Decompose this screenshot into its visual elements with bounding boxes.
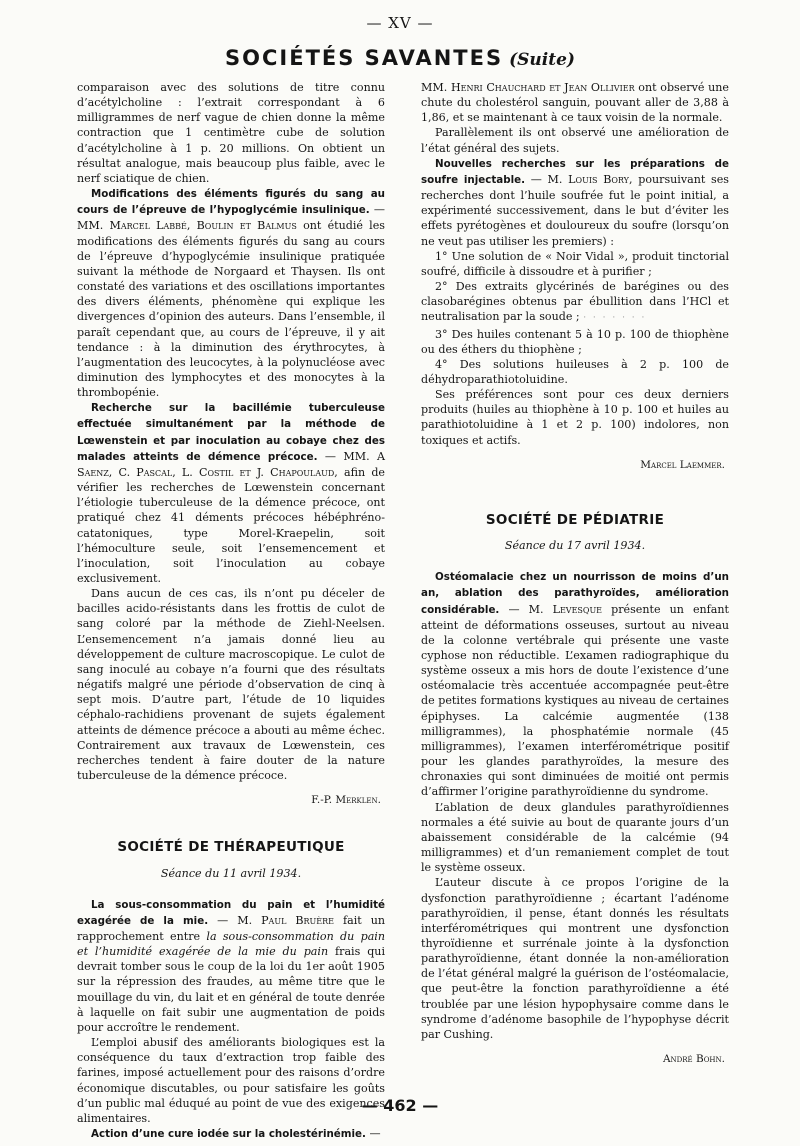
article-heading: Action d’une cure iodée sur la cholestérinémie. <box>91 1128 366 1140</box>
list-item: 3° Des huiles contenant 5 à 10 p. 100 de thiophène ou des éthers du thiophène ; <box>421 327 729 356</box>
paragraph <box>77 897 385 1035</box>
paragraph <box>77 186 385 400</box>
author-names: Henri Chauchard et Jean Ollivier <box>450 81 635 94</box>
paragraph-text: ont étudié les modifications des éléments figurés du sang au cours de l’épreuve d’hypoglycémie insulinique pratiquée suivant la méthode de Norgaard et Thaysen. Ils ont constaté des variations et des oscillations importantes des divers éléments, phénomène qui explique les divergences d’opinion des auteurs. Dans l’ensemble, il paraît cependant que, au cours de l’épreuve, il y ait tendance : à la diminution des érythrocytes, à l’augmentation des leucocytes, à la polynucléose avec diminution des lymphocytes et des monocytes à la thrombopénie. <box>77 219 385 400</box>
paragraph-text: MM. <box>421 81 451 94</box>
paragraph <box>77 1126 385 1142</box>
author-names: — M. Levesque <box>508 602 603 616</box>
running-head-suite: (Suite) <box>509 50 575 70</box>
signature: Marcel Laemmer. <box>640 458 725 471</box>
paragraph-text: afin de vérifier les recherches de Lœwenstein concernant l’étiologie tuberculeuse de la démence précoce, ont pratiqué chez 41 déments précoces hébéphréno-catatoniques, type Morel-Kraepelin, soit l’hémoculture seule, soit l’ensemencement et l’inoculation, soit l’inoculation au cobaye exclusivement. <box>77 465 386 585</box>
author-names: — M. Louis Bory, <box>530 172 633 186</box>
list-item: 1° Une solution de « Noir Vidal », produit tinctorial soufré, difficile à dissoudre et à purifier ; <box>421 249 729 278</box>
list-item: 4° Des solutions huileuses à 2 p. 100 de déhydroparathiotoluidine. <box>421 357 729 386</box>
right-column <box>421 80 729 1067</box>
paragraph-text: ont observé une chute du cholestérol sanguin, pouvant aller de 3,88 à 1,86, et se maintenant à ce taux voisin de la normale. <box>421 81 729 125</box>
paragraph-text: frais qui devrait tomber sous le coup de la loi du 1er août 1905 sur la répression des fraudes, au même titre que le mouillage du vin, du lait et en général de toute denrée à laquelle on fait subir une augmentation de poids pour accroître le rendement. <box>77 945 385 1034</box>
article-heading: La sous-consommation du pain et l’humidité exagérée de la mie. <box>77 898 385 927</box>
paragraph: comparaison avec des solutions de titre connu d’acétylcholine : l’extrait correspondant à 6 milligrammes de nerf vague de chien donne la même contraction que 1 centimètre cube de solution d’acétylcholine à 1 p. 20 millions. On obtient un résultat analogue, mais beaucoup plus faible, avec le nerf sciatique de chien. <box>77 81 385 185</box>
paragraph: L’emploi abusif des améliorants biologiques est la conséquence du taux d’extraction trop faible des farines, imposé actuellement pour des raisons d’ordre économique discutables, ou pour satisfaire les goûts d’un public mal éduqué au point de vue des exigences alimentaires. <box>77 1036 385 1125</box>
article-heading: Modifications des éléments figurés du sang au cours de l’épreuve de l’hypoglycémie insulinique. <box>77 188 385 217</box>
signature: André Bohn. <box>662 1053 725 1066</box>
running-head-title: SOCIÉTÉS SAVANTES <box>225 46 504 70</box>
running-head <box>0 46 800 70</box>
paragraph <box>77 400 385 586</box>
author-names: — MM. A Saenz, C. Pascal, L. Costil et J. Chapoulaud, <box>77 449 385 479</box>
page-top-marker: — XV — <box>366 14 434 32</box>
author-names: — M. Paul Bruère <box>217 913 334 927</box>
paragraph: L’auteur discute à ce propos l’origine de la dysfonction parathyroïdienne ; écartant l’adénome parathyroïdien, il pense, étant donnés les résultats interférométriques qui montrent une dysfonction thyroïdienne et surrénale jointe à la dysfonction parathyroïdienne, étant donnée la non-amélioration de l’état général malgré la guérison de l’ostéomalacie, que peut-être la fonction parathyroïdienne a été troublée par une lésion hypophysaire comme dans le syndrome d’adénome basophile de l’hypophyse décrit par Cushing. <box>421 876 729 1041</box>
page-number: — 462 — <box>361 1096 439 1115</box>
paragraph-text: 2° Des extraits glycérinés de barégines ou des clasobarégines obtenus par ébullition dans l’HCl et neutralisation par la soude ; <box>421 280 729 324</box>
italic-text: la sous-consommation du pain et l’humidité exagérée de la mie du pain <box>77 929 385 959</box>
paragraph-text: poursuivant ses recherches dont l’huile soufrée fut le point initial, a expérimenté successivement, dans le but d’éviter les effets pyrétogènes et douloureux du soufre (lorsqu’on ne veut pas utiliser les premiers) : <box>421 172 729 248</box>
left-column <box>77 80 385 1142</box>
section-title: SOCIÉTÉ DE PÉDIATRIE <box>485 511 665 528</box>
signature: F.-P. Merklen. <box>311 794 381 807</box>
list-item <box>421 279 729 326</box>
section-title: SOCIÉTÉ DE THÉRAPEUTIQUE <box>117 839 345 856</box>
article-heading: Ostéomalacie chez un nourrisson de moins d’un an, ablation des parathyroïdes, amélioration considérable. <box>421 571 729 616</box>
session-date: Séance du 11 avril 1934. <box>160 866 302 880</box>
paragraph-text: — <box>365 1127 381 1140</box>
article-heading: Nouvelles recherches sur les préparations de soufre injectable. <box>421 157 729 186</box>
paragraph <box>421 569 729 799</box>
paragraph-text: fait un rapprochement entre <box>77 913 385 943</box>
faded-marks: · · · · · · · <box>583 313 647 324</box>
paragraph <box>421 80 729 125</box>
paragraph <box>421 156 729 249</box>
paragraph: Parallèlement ils ont observé une amélioration de l’état général des sujets. <box>421 126 729 155</box>
paragraph: Ses préférences sont pour ces deux derniers produits (huiles au thiophène à 10 p. 100 et huiles au parathiotoluidine à 1 et 2 p. 100) indolores, non toxiques et actifs. <box>421 388 729 447</box>
paragraph-text: présente un enfant atteint de déformations osseuses, surtout au niveau de la colonne vertébrale qui présente une vaste cyphose non réductible. L’examen radiographique du système osseux a mis hors de doute l’existence d’une ostéomalacie très accentuée accompagnée peut-être de petites formations kystiques au niveau de certaines épiphyses. La calcémie augmentée (138 milligrammes), la phosphatémie normale (45 milligrammes), l’examen interférométrique positif pour les glandes parathyroïdes, la mesure des chronaxies qui sont diminuées de moitié ont permis d’affirmer l’origine parathyroïdienne du syndrome. <box>421 602 729 799</box>
article-heading: Recherche sur la bacillémie tuberculeuse effectuée simultanément par la méthode de Lœwenstein et par inoculation au cobaye chez des malades atteints de démence précoce. <box>77 402 385 463</box>
author-names: — MM. Marcel Labbé, Boulin et Balmus <box>77 203 386 233</box>
paragraph: Dans aucun de ces cas, ils n’ont pu déceler de bacilles acido-résistants dans les frottis de culot de sang coloré par la méthode de Ziehl-Neelsen. L’ensemencement n’a jamais donné lieu au développement de culture macroscopique. Le culot de sang inoculé au cobaye n’a fourni que des résultats négatifs malgré une période d’observation de cinq à sept mois. D’autre part, l’étude de 10 liquides céphalo-rachidiens provenant de sujets également atteints de démence précoce a abouti au même échec. Contrairement aux travaux de Lœwenstein, ces recherches tendent à faire douter de la nature tuberculeuse de la démence précoce. <box>77 587 385 783</box>
paragraph: L’ablation de deux glandules parathyroïdiennes normales a été suivie au bout de quarante jours d’un abaissement considérable de la calcémie (94 milligrammes) et d’un remaniement complet de tout le système osseux. <box>421 800 729 875</box>
session-date: Séance du 17 avril 1934. <box>504 539 646 553</box>
